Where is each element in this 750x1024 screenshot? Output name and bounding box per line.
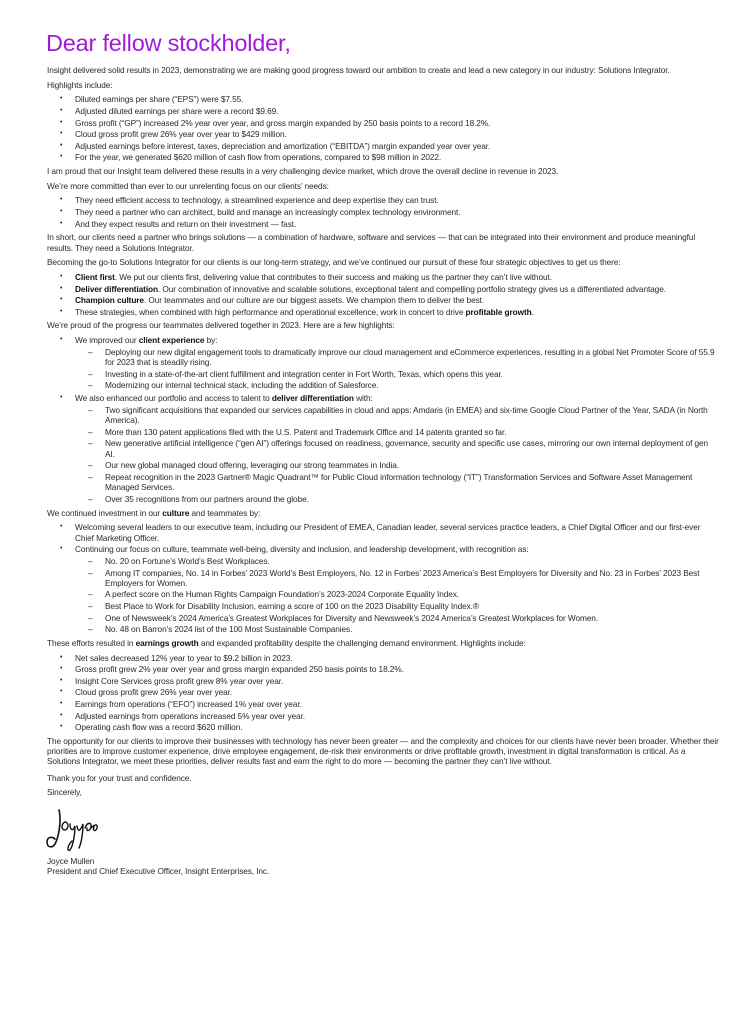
list-item — [47, 544, 719, 634]
closing-line: Sincerely, — [47, 787, 82, 798]
list-item: • For the year, we generated $620 million of cash flow from operations, compared to $98 million in 2022. — [47, 152, 719, 162]
list-item: • Insight Core Services gross profit grew 8% year over year. — [47, 676, 719, 686]
strategy-paragraph: Becoming the go-to Solutions Integrator for our clients is our long-term strategy, and we’ve continued our pursuit of these four strategic objectives to get us there: — [47, 257, 621, 268]
signature-image — [43, 802, 103, 854]
sub-list-item: – One of Newsweek’s 2024 America’s Greatest Workplaces for Diversity and Newsweek’s 2024 America’s Greatest Workplaces for Women. — [75, 613, 719, 623]
list-item: • Welcoming several leaders to our executive team, including our President of EMEA, Canadian leader, several services practice leaders, a Chief Digital Officer and our first-ever Chief Marketing Officer. — [47, 522, 719, 543]
sub-list-item: – A perfect score on the Human Rights Campaign Foundation’s 2023-2024 Corporate Equality Index. — [75, 589, 719, 599]
earnings-paragraph — [47, 638, 719, 648]
signer-name: Joyce Mullen — [47, 856, 95, 867]
list-item — [47, 335, 719, 391]
objective-text: . Our combination of innovative and scalable solutions, exceptional talent and compelling portfolio strategy gives us a differentiated advantage. — [158, 283, 666, 294]
objective-title: Client first — [75, 271, 115, 282]
paragraph-text: and teammates by: — [189, 507, 261, 518]
list-item: • Operating cash flow was a record $620 million. — [47, 722, 719, 732]
culture-paragraph — [47, 508, 719, 518]
signer-title: President and Chief Executive Officer, Insight Enterprises, Inc. — [47, 866, 270, 877]
item-text: We improved our — [75, 335, 139, 346]
item-emphasis: deliver differentiation — [271, 393, 354, 404]
paragraph-emphasis: culture — [162, 507, 190, 518]
objective-title: Champion culture — [75, 295, 144, 306]
objective-text: These strategies, when combined with high performance and operational excellence, work in concert to drive — [75, 306, 466, 317]
item-text: with: — [353, 393, 373, 404]
sub-list-item: – More than 130 patent applications filed with the U.S. Patent and Trademark Office and 14 patents granted so far. — [75, 427, 719, 437]
intro-paragraph: Insight delivered solid results in 2023, demonstrating we are making good progress toward our ambition to create and lead a new category in our industry: Solutions Integrator. — [47, 65, 670, 75]
sub-list-item: – Best Place to Work for Disability Inclusion, earning a score of 100 on the 2023 Disability Equality Index.® — [75, 601, 719, 611]
sub-list-item: – Our new global managed cloud offering, leveraging our strong teammates in India. — [75, 460, 719, 470]
item-emphasis: client experience — [138, 335, 205, 346]
list-item: • And they expect results and return on their investment — fast. — [47, 219, 719, 229]
page-title: Dear fellow stockholder, — [46, 30, 291, 56]
progress-list — [47, 335, 719, 504]
highlights-label: Highlights include: — [47, 79, 113, 90]
signature-block — [47, 787, 719, 876]
sub-list-item: – Modernizing our internal technical stack, including the addition of Salesforce. — [75, 380, 719, 390]
progress-paragraph: We’re proud of the progress our teammates delivered together in 2023. Here are a few highlights: — [47, 320, 395, 331]
list-item: • They need a partner who can architect, build and manage an increasingly complex technology environment. — [47, 207, 719, 217]
paragraph-text: We continued investment in our — [47, 507, 163, 518]
objective-text: . Our teammates and our culture are our biggest assets. We champion them to deliver the best. — [143, 295, 485, 306]
paragraph-emphasis: earnings growth — [135, 637, 199, 648]
list-item: • Adjusted diluted earnings per share were a record $9.69. — [47, 106, 719, 116]
list-item — [47, 295, 719, 305]
item-text: We also enhanced our portfolio and access to talent to — [75, 393, 272, 404]
highlights-list — [47, 94, 719, 162]
sub-list-item: – No. 20 on Fortune’s World’s Best Workplaces. — [75, 556, 719, 566]
paragraph-text: These efforts resulted in — [47, 637, 136, 648]
sub-list-item: – Over 35 recognitions from our partners around the globe. — [75, 494, 719, 504]
list-item: • Adjusted earnings before interest, taxes, depreciation and amortization (“EBITDA”) margin expanded year over year. — [47, 141, 719, 151]
culture-list — [47, 522, 719, 634]
earnings-list — [47, 653, 719, 733]
in-short-paragraph: In short, our clients need a partner who brings solutions — a combination of hardware, software and services — that can be integrated into their environment and produce meaningful results. They need a Solutions Integrator. — [47, 232, 696, 253]
sub-list-item: – Deploying our new digital engagement tools to dramatically improve our cloud management and eCommerce experiences, resulting in a global Net Promoter Score of 55.9 for 2023 that is steadily rising. — [75, 347, 719, 368]
item-text: by: — [204, 335, 218, 346]
proud-paragraph: I am proud that our Insight team delivered these results in a very challenging device market, which drove the overall decline in revenue in 2023. — [47, 166, 559, 177]
list-item: • Earnings from operations (“EFO”) increased 1% year over year. — [47, 699, 719, 709]
opportunity-paragraph: The opportunity for our clients to improve their businesses with technology has never been greater — and the complexity and choices for our clients have never been broader. Whether their priorities are to improve customer experience, drive employee engagement, de-risk their environments or drive profitable growth, investment in digital transformation is critical. As a Solutions Integrator, we meet these priorities, deliver results fast and earn the right to do more — becoming the partner they can’t live without. — [47, 735, 719, 767]
sub-list-item: – Among IT companies, No. 14 in Forbes’ 2023 World’s Best Employers, No. 12 in Forbes’ 2023 America’s Best Employers for Diversity and No. 23 in Forbes’ 2023 Best Employers for Women. — [75, 568, 719, 589]
list-item — [47, 393, 719, 504]
sub-list-item: – New generative artificial intelligence (“gen AI”) offerings focused on readiness, governance, security and specific use cases, mirroring our own internal deployment of gen AI. — [75, 438, 719, 459]
list-item: • Gross profit (“GP”) increased 2% year over year, and gross margin expanded by 250 basis points to a record 18.2%. — [47, 118, 719, 128]
thanks-line: Thank you for your trust and confidence. — [47, 772, 192, 783]
objective-title: profitable growth — [465, 306, 532, 317]
list-item: • Adjusted earnings from operations increased 5% year over year. — [47, 711, 719, 721]
sub-list-item: – No. 48 on Barron’s 2024 list of the 100 Most Sustainable Companies. — [75, 624, 719, 634]
sub-list — [75, 556, 719, 635]
sub-list — [75, 347, 719, 391]
signer — [47, 856, 719, 877]
sub-list-item: – Repeat recognition in the 2023 Gartner® Magic Quadrant™ for Public Cloud information technology (“IT”) Transformation Services and Software Asset Management Managed Services. — [75, 472, 719, 493]
objective-text: . — [531, 306, 534, 317]
client-needs-list — [47, 195, 719, 228]
sub-list-item: – Two significant acquisitions that expanded our services capabilities in cloud and apps: Amdaris (in EMEA) and six-time Google Cloud Partner of the Year, SADA (in North America). — [75, 405, 719, 426]
sub-list-item: – Investing in a state-of-the-art client fulfillment and integration center in Fort Worth, Texas, which opens this year. — [75, 369, 719, 379]
list-item — [47, 307, 719, 317]
list-item: • Net sales decreased 12% year to year to $9.2 billion in 2023. — [47, 653, 719, 663]
list-item: • Diluted earnings per share (“EPS”) were $7.55. — [47, 94, 719, 104]
objectives-list — [47, 272, 719, 317]
list-item: • Cloud gross profit grew 26% year over year. — [47, 687, 719, 697]
paragraph-text: and expanded profitability despite the challenging demand environment. Highlights include: — [198, 637, 526, 648]
list-item — [47, 272, 719, 282]
item-text: Continuing our focus on culture, teammate well-being, diversity and inclusion, and leadership development, with recognition as: — [75, 544, 529, 555]
objective-text: . We put our clients first, delivering value that contributes to their success and making us the partner they can’t live without. — [114, 271, 552, 282]
list-item: • They need efficient access to technology, a streamlined experience and deep expertise they can trust. — [47, 195, 719, 205]
list-item: • Gross profit grew 2% year over year and gross margin expanded 250 basis points to 18.2%. — [47, 664, 719, 674]
committed-paragraph: We’re more committed than ever to our unrelenting focus on our clients’ needs: — [47, 180, 329, 191]
list-item — [47, 284, 719, 294]
sub-list — [75, 405, 719, 504]
objective-title: Deliver differentiation — [75, 283, 158, 294]
letter-page — [47, 30, 719, 877]
list-item: • Cloud gross profit grew 26% year over year to $429 million. — [47, 129, 719, 139]
